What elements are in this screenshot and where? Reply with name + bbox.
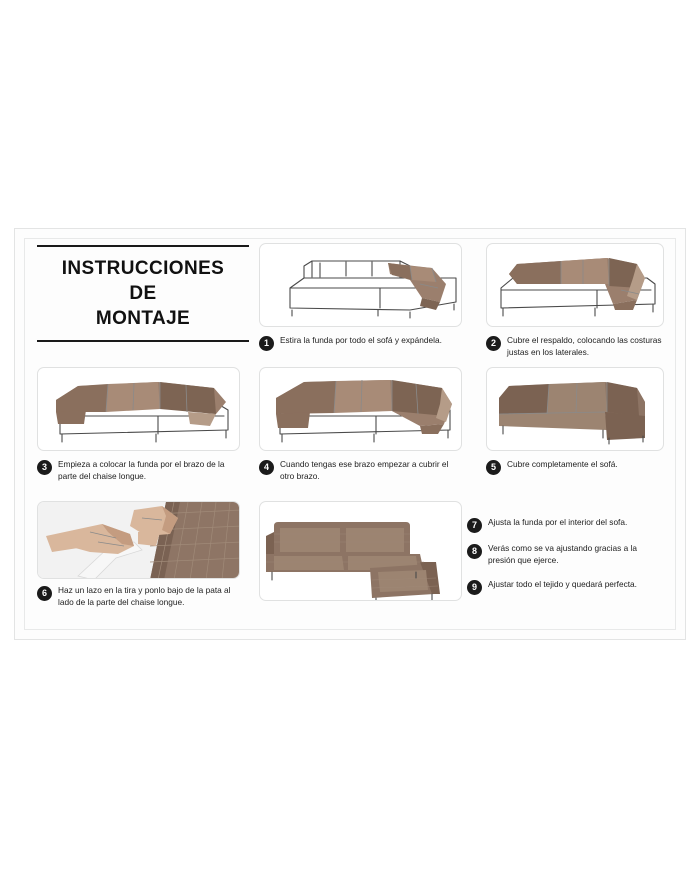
page-title <box>37 245 249 342</box>
sofa-illustration-5 <box>487 368 664 451</box>
step-number-8: 8 <box>467 544 482 559</box>
step-text-5: Cubre completamente el sofá. <box>507 459 618 469</box>
hands-tying-strap-illustration <box>38 502 240 579</box>
step-text-3: Empieza a colocar la funda por el brazo de la parte del chaise longue. <box>58 459 225 481</box>
caption-step-5 <box>486 459 662 475</box>
step-number-7: 7 <box>467 518 482 533</box>
caption-step-4 <box>259 459 464 482</box>
caption-step-2 <box>486 335 662 358</box>
title-line-2: DE <box>129 283 157 304</box>
illustration-panel-step-3 <box>37 367 240 451</box>
sofa-illustration-4 <box>260 368 462 451</box>
instruction-sheet <box>14 228 686 640</box>
sofa-illustration-2 <box>487 244 664 327</box>
title-line-1: INSTRUCCIONES <box>61 258 225 279</box>
step-number-2: 2 <box>486 336 501 351</box>
step-text-6: Haz un lazo en la tira y ponlo bajo de la pata al lado de la parte del chaise longue. <box>58 585 231 607</box>
step-number-5: 5 <box>486 460 501 475</box>
caption-step-1 <box>259 335 469 351</box>
caption-step-3 <box>37 459 245 482</box>
caption-step-8 <box>467 543 663 566</box>
title-line-3: MONTAJE <box>95 308 191 329</box>
finished-sofa-illustration <box>260 502 462 601</box>
illustration-panel-step-4 <box>259 367 462 451</box>
title-rule-top <box>37 245 249 247</box>
title-rule-bottom <box>37 340 249 342</box>
step-number-1: 1 <box>259 336 274 351</box>
caption-step-7 <box>467 517 663 533</box>
illustration-panel-step-1 <box>259 243 462 327</box>
illustration-panel-step-5 <box>486 367 664 451</box>
step-number-6: 6 <box>37 586 52 601</box>
caption-step-6 <box>37 585 245 608</box>
step-text-9: Ajustar todo el tejido y quedará perfecta. <box>488 579 637 589</box>
step-text-1: Estira la funda por todo el sofá y expándela. <box>280 335 442 345</box>
step-number-9: 9 <box>467 580 482 595</box>
illustration-panel-finished-sofa <box>259 501 462 601</box>
step-number-4: 4 <box>259 460 274 475</box>
step-text-4: Cuando tengas ese brazo empezar a cubrir el otro brazo. <box>280 459 449 481</box>
sofa-illustration-3 <box>38 368 240 451</box>
step-text-7: Ajusta la funda por el interior del sofa. <box>488 517 628 527</box>
step-text-2: Cubre el respaldo, colocando las costuras justas en los laterales. <box>507 335 662 357</box>
step-text-8: Verás como se va ajustando gracias a la presión que ejerce. <box>488 543 637 565</box>
step-number-3: 3 <box>37 460 52 475</box>
sofa-illustration-1 <box>260 244 462 327</box>
caption-step-9 <box>467 579 663 595</box>
illustration-panel-step-6 <box>37 501 240 579</box>
illustration-panel-step-2 <box>486 243 664 327</box>
